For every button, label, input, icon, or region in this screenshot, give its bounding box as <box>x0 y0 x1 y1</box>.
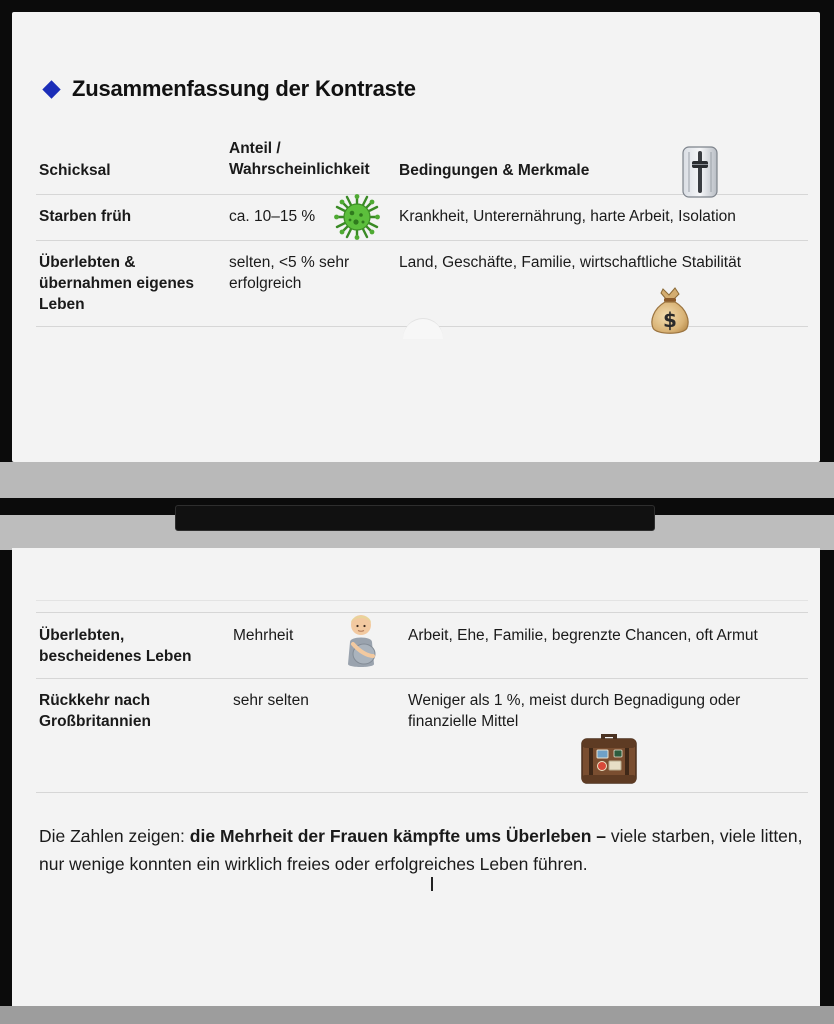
row-4-share: sehr selten <box>233 692 309 709</box>
bottom-panel <box>12 548 820 1006</box>
row-3-conditions: Arbeit, Ehe, Familie, begrenzte Chancen, oft Armut <box>408 627 758 644</box>
money-bag-icon <box>648 285 692 337</box>
row-4-conditions: Weniger als 1 %, meist durch Begnadigung oder finanzielle Mittel <box>408 692 741 730</box>
virus-icon <box>333 193 381 241</box>
table-divider <box>36 612 808 613</box>
summary-paragraph <box>39 822 809 878</box>
table-divider <box>36 600 808 601</box>
pregnant-woman-icon <box>340 612 380 670</box>
header-fate: Schicksal <box>39 162 111 179</box>
summary-prefix: Die Zahlen zeigen: <box>39 826 190 846</box>
text-cursor <box>431 877 433 891</box>
svg-text:$: $ <box>663 308 677 332</box>
bottom-edge <box>0 1006 834 1024</box>
divider-notch <box>175 505 655 531</box>
row-3-share: Mehrheit <box>233 627 294 644</box>
slider-icon <box>682 146 718 198</box>
row-1-fate: Starben früh <box>39 208 132 225</box>
heading-text: Zusammenfassung der Kontraste <box>72 76 416 101</box>
table-divider <box>36 240 808 241</box>
row-2-conditions: Land, Geschäfte, Familie, wirtschaftliche Stabilität <box>399 254 742 271</box>
top-panel-footer <box>0 462 834 498</box>
row-3-fate: Überlebten, bescheidenes Leben <box>39 627 192 665</box>
row-1-conditions: Krankheit, Unterernährung, harte Arbeit, Isolation <box>399 208 736 225</box>
table-divider <box>36 678 808 679</box>
section-heading <box>42 76 416 102</box>
row-2-fate: Überlebten & übernahmen eigenes Leben <box>39 254 195 313</box>
diamond-bullet-icon <box>42 80 60 98</box>
table-divider <box>36 792 808 793</box>
summary-emphasis: die Mehrheit der Frauen kämpfte ums Überleben – <box>189 826 607 846</box>
row-1-share: ca. 10–15 % <box>229 208 316 225</box>
row-2-share: selten, <5 % sehr erfolgreich <box>229 254 350 292</box>
summary-suffix: viele starben, viele litten, nur wenige konnten ein wirklich freies oder erfolgreiches Leben führen. <box>39 826 803 874</box>
row-4-fate: Rückkehr nach Großbritannien <box>39 692 151 730</box>
header-conditions: Bedingungen & Merkmale <box>399 162 590 179</box>
suitcase-icon <box>579 726 639 786</box>
header-share: Anteil / Wahrscheinlichkeit <box>229 140 370 178</box>
